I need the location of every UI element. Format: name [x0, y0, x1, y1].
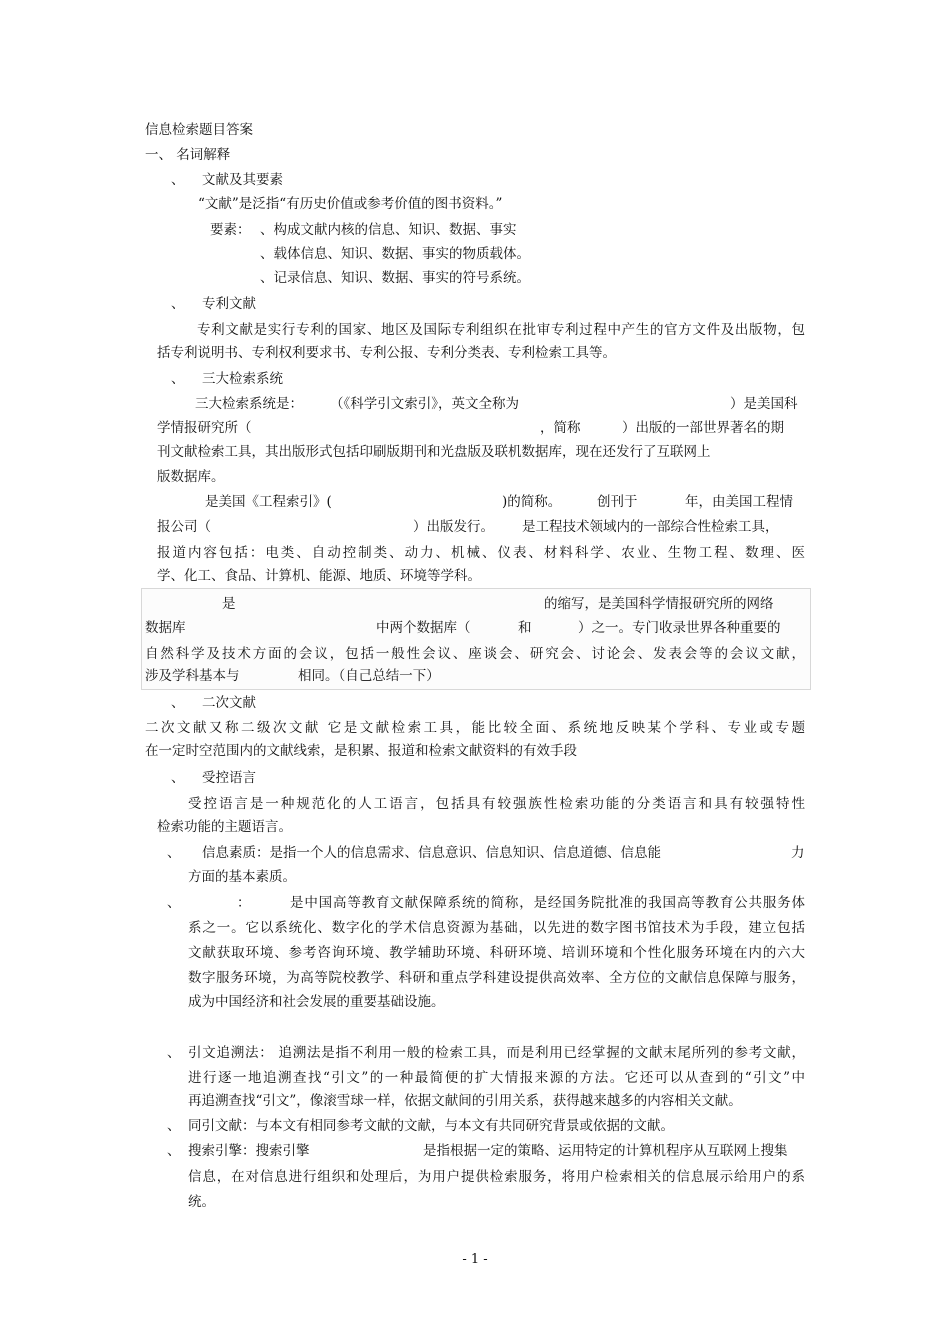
term-heading: 三大检索系统 [202, 371, 283, 387]
section-heading: 一、 名词解释 [145, 147, 231, 163]
definition-text: “文献”是泛指“有历史价值或参考价值的图书资料。” [198, 196, 503, 212]
text-fragment: 创刊于 [597, 494, 638, 510]
paragraph-line: 引文追溯法： 追溯法是指不利用一般的检索工具，而是利用已经掌握的文献末尾所列的参考文献， [188, 1045, 805, 1061]
list-bullet: 、 [167, 1143, 181, 1159]
text-fragment: 中两个数据库（ [376, 620, 471, 636]
paragraph-line: 二次文献又称二级次文献 它是文献检索工具，能比较全面、系统地反映某个学科、专业或专题 [145, 720, 805, 736]
paragraph-line: 受控语言是一种规范化的人工语言，包括具有较强族性检索功能的分类语言和具有较强特性 [188, 796, 805, 812]
paragraph-line: 文献获取环境、参考咨询环境、教学辅助环境、科研环境、培训环境和个性化服务环境在内的六大 [188, 945, 805, 961]
paragraph-line: 检索功能的主题语言。 [157, 819, 292, 835]
text-fragment: 是 [222, 596, 236, 612]
paragraph-line: 专利文献是实行专利的国家、地区及国际专利组织在批审专利过程中产生的官方文件及出版物，包 [197, 322, 805, 338]
text-fragment: 涉及学科基本与 [145, 668, 240, 684]
element-item: 、记录信息、知识、数据、事实的符号系统。 [260, 270, 530, 286]
term-heading: 文献及其要素 [202, 172, 283, 188]
elements-label: 要素： [210, 222, 251, 238]
paragraph-line: 同引文献：与本文有相同参考文献的文献，与本文有共同研究背景或依据的文献。 [188, 1118, 674, 1134]
text-fragment: 力 [791, 845, 805, 861]
term-heading: 专利文献 [202, 296, 256, 312]
paragraph-line: 方面的基本素质。 [188, 869, 296, 885]
text-fragment: 数据库 [145, 620, 186, 636]
term-heading: 二次文献 [202, 695, 256, 711]
text-fragment: ）之一。专门收录世界各种重要的 [578, 620, 781, 636]
text-fragment: 是指根据一定的策略、运用特定的计算机程序从互联网上搜集 [423, 1143, 788, 1159]
paragraph-line: 括专利说明书、专利权利要求书、专利公报、专利分类表、专利检索工具等。 [157, 345, 616, 361]
text-fragment: 年，由美国工程情 [685, 494, 793, 510]
text-fragment: ： [237, 895, 251, 911]
doc-title: 信息检索题目答案 [145, 122, 253, 138]
text-fragment: 学情报研究所（ [157, 420, 252, 436]
text-fragment: ）出版的一部世界著名的期 [622, 420, 784, 436]
list-bullet: 、 [171, 770, 185, 786]
list-bullet: 、 [167, 1118, 181, 1134]
text-fragment: ）出版发行。 [413, 519, 494, 535]
paragraph-line: 版数据库。 [157, 469, 225, 485]
text-fragment: ，简称 [540, 420, 581, 436]
page-number: - 1 - [462, 1252, 488, 1267]
paragraph-line: 报道内容包括：电类、自动控制类、动力、机械、仪表、材料科学、农业、生物工程、数理、医 [157, 545, 805, 561]
paragraph-line: 在一定时空范围内的文献线索，是积累、报道和检索文献资料的有效手段 [145, 743, 577, 759]
list-bullet: 、 [171, 172, 185, 188]
paragraph-line: 数字服务环境，为高等院校教学、科研和重点学科建设提供高效率、全方位的文献信息保障与服务， [188, 970, 805, 986]
list-bullet: 、 [171, 371, 185, 387]
paragraph-line: 再追溯查找“引文”，像滚雪球一样，依据文献间的引用关系，获得越来越多的内容相关文献。 [188, 1093, 742, 1109]
text-fragment: 是美国《工程索引》( [205, 494, 332, 510]
paragraph-line: 学、化工、食品、计算机、能源、地质、环境等学科。 [157, 568, 481, 584]
text-fragment: )的简称。 [502, 494, 562, 510]
paragraph-line: 是中国高等教育文献保障系统的简称，是经国务院批准的我国高等教育公共服务体 [290, 895, 805, 911]
text-fragment: 和 [518, 620, 532, 636]
list-bullet: 、 [167, 1045, 181, 1061]
text-fragment: 搜索引擎：搜索引擎 [188, 1143, 310, 1159]
text-fragment: ）是美国科 [730, 396, 798, 412]
paragraph-line: 信息，在对信息进行组织和处理后，为用户提供检索服务，将用户检索相关的信息展示给用户的系 [188, 1169, 805, 1185]
term-heading: 受控语言 [202, 770, 256, 786]
list-bullet: 、 [171, 296, 185, 312]
text-fragment: 的缩写，是美国科学情报研究所的网络 [544, 596, 774, 612]
text-fragment: 三大检索系统是： [195, 396, 303, 412]
paragraph-line: 系之一。它以系统化、数字化的学术信息资源为基础，以先进的数字图书馆技术为手段，建立包括 [188, 920, 805, 936]
text-fragment: 信息素质：是指一个人的信息需求、信息意识、信息知识、信息道德、信息能 [202, 845, 661, 861]
element-item: 、载体信息、知识、数据、事实的物质载体。 [260, 246, 530, 262]
list-bullet: 、 [167, 845, 181, 861]
element-item: 、构成文献内核的信息、知识、数据、事实 [260, 222, 517, 238]
paragraph-line: 自然科学及技术方面的会议，包括一般性会议、座谈会、研究会、讨论会、发表会等的会议文献， [145, 646, 805, 662]
text-fragment: 相同。（自己总结一下） [298, 668, 440, 684]
paragraph-line: 统。 [188, 1194, 215, 1210]
paragraph-line: 刊文献检索工具，其出版形式包括印刷版期刊和光盘版及联机数据库，现在还发行了互联网上 [157, 444, 711, 460]
text-fragment: 是工程技术领域内的一部综合性检索工具， [522, 519, 779, 535]
list-bullet: 、 [171, 695, 185, 711]
text-fragment: （《科学引文索引》，英文全称为 [330, 396, 519, 412]
paragraph-line: 进行逐一地追溯查找“引文”的一种最简便的扩大情报来源的方法。它还可以从查到的“引文”中 [188, 1070, 805, 1086]
text-fragment: 报公司（ [157, 519, 211, 535]
paragraph-line: 成为中国经济和社会发展的重要基础设施。 [188, 994, 445, 1010]
list-bullet: 、 [167, 895, 181, 911]
